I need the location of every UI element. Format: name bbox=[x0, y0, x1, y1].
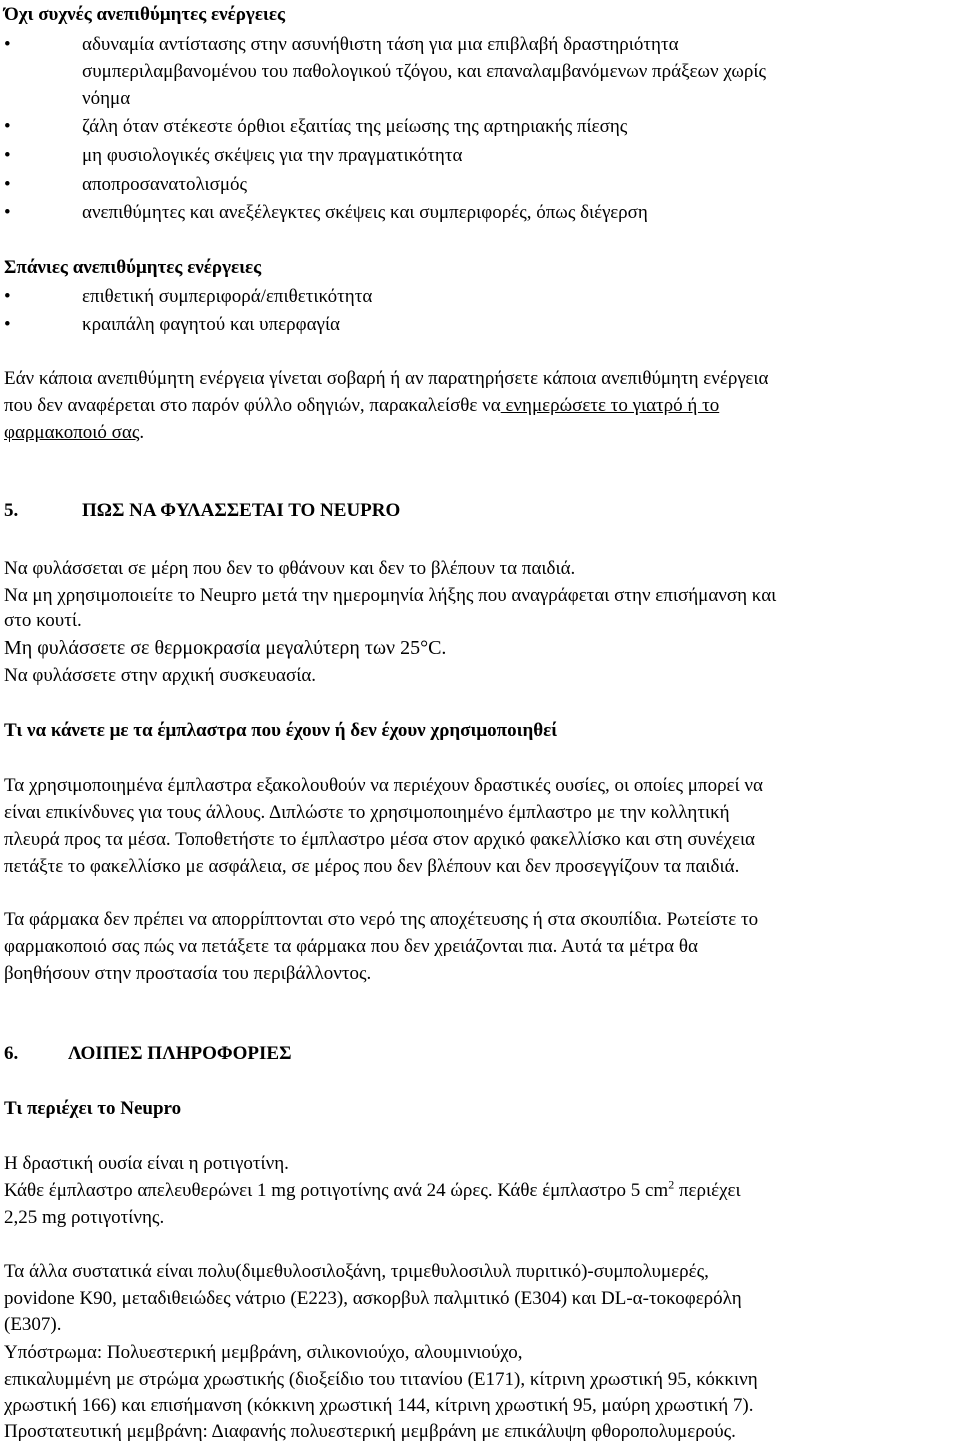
storage-text: στο κουτί. bbox=[4, 610, 82, 631]
report-text-line3 bbox=[4, 421, 144, 445]
section-5-title: ΠΩΣ ΝΑ ΦΥΛΑΣΣΕΤΑΙ ΤΟ NEUPRO bbox=[82, 500, 401, 521]
excipients-text: povidone K90, μεταδιθειώδες νάτριο (E223), ασκορβυλ παλμιτικό (E304) και DL-α-τοκοφερόλη bbox=[4, 1288, 742, 1309]
superscript-2: 2 bbox=[668, 1177, 675, 1192]
pharmacist-link[interactable]: φαρμακοποιό σας bbox=[4, 422, 140, 443]
excipients-text: (E307). bbox=[4, 1314, 62, 1335]
disposal-text: πετάξτε το φακελλίσκο με ασφάλεια, σε μέρος που δεν βλέπουν και δεν προσεγγίζουν τα παιδιά. bbox=[4, 856, 740, 877]
active-substance-text: Η δραστική ουσία είναι η ροτιγοτίνη. bbox=[4, 1153, 289, 1174]
section-6-title: ΛΟΙΠΕΣ ΠΛΗΡΟΦΟΡΙΕΣ bbox=[68, 1043, 292, 1064]
dose-text-b: περιέχει bbox=[674, 1180, 741, 1201]
list-item: κραιπάλη φαγητού και υπερφαγία bbox=[82, 314, 341, 335]
heading-rare-side-effects: Σπάνιες ανεπιθύμητες ενέργειες bbox=[4, 257, 262, 278]
list-item-continuation: συμπεριλαμβανομένου του παθολογικού τζόγου, και επαναλαμβανόμενων πράξεων χωρίς bbox=[82, 61, 766, 82]
dose-text-a: Κάθε έμπλαστρο απελευθερώνει 1 mg ροτιγοτίνης ανά 24 ώρες. Κάθε έμπλαστρο 5 cm bbox=[4, 1180, 669, 1201]
bullet-icon: • bbox=[4, 286, 11, 307]
bullet-icon: • bbox=[4, 145, 11, 166]
contents-subheading: Τι περιέχει το Neupro bbox=[4, 1098, 182, 1119]
storage-temperature-text: Μη φυλάσσετε σε θερμοκρασία μεγαλύτερη των 25°C. bbox=[4, 637, 447, 659]
list-item: ανεπιθύμητες και ανεξέλεγκτες σκέψεις και συμπεριφορές, όπως διέγερση bbox=[82, 202, 648, 223]
storage-text: Να φυλάσσετε στην αρχική συσκευασία. bbox=[4, 665, 317, 686]
heading-uncommon-side-effects: Όχι συχνές ανεπιθύμητες ενέργειες bbox=[4, 4, 285, 25]
report-text: Εάν κάποια ανεπιθύμητη ενέργεια γίνεται σοβαρή ή αν παρατηρήσετε κάποια ανεπιθύμητη ενέργεια bbox=[4, 368, 769, 389]
report-text-plain: που δεν αναφέρεται στο παρόν φύλλο οδηγιών, παρακαλείσθε να bbox=[4, 395, 501, 416]
list-item: αποπροσανατολισμός bbox=[82, 174, 248, 195]
list-item: επιθετική συμπεριφορά/επιθετικότητα bbox=[82, 286, 373, 307]
disposal-text: Τα χρησιμοποιημένα έμπλαστρα εξακολουθούν να περιέχουν δραστικές ουσίες, οι οποίες μπορεί να bbox=[4, 775, 763, 796]
report-text-line2 bbox=[4, 394, 719, 418]
disposal-text: είναι επικίνδυνες για τους άλλους. Διπλώστε το χρησιμοποιημένο έμπλαστρο με την κολλητική bbox=[4, 802, 730, 823]
dose-text bbox=[4, 1179, 741, 1203]
section-5-number: 5. bbox=[4, 500, 19, 521]
list-item: ζάλη όταν στέκεστε όρθιοι εξαιτίας της μείωσης της αρτηριακής πίεσης bbox=[82, 116, 628, 137]
bullet-icon: • bbox=[4, 202, 11, 223]
storage-text: Να μη χρησιμοποιείτε το Neupro μετά την ημερομηνία λήξης που αναγράφεται στην επισήμανση και bbox=[4, 585, 777, 606]
section-6-number: 6. bbox=[4, 1043, 19, 1064]
inform-doctor-link[interactable]: ενημερώσετε το γιατρό ή το bbox=[500, 395, 720, 416]
bullet-icon: • bbox=[4, 174, 11, 195]
environment-text: φαρμακοποιό σας πώς να πετάξετε τα φάρμακα που δεν χρειάζονται πια. Αυτά τα μέτρα θα bbox=[4, 936, 698, 957]
backing-text: Υπόστρωμα: Πολυεστερική μεμβράνη, σιλικονιούχο, αλουμινιούχο, bbox=[4, 1342, 523, 1363]
disposal-text: πλευρά προς τα μέσα. Τοποθετήστε το έμπλαστρο μέσα στον αρχικό φακελλίσκο και στη συνέχεια bbox=[4, 829, 756, 850]
protective-film-text: Προστατευτική μεμβράνη: Διαφανής πολυεστερική μεμβράνη με επικάλυψη φθοροπολυμερούς. bbox=[4, 1421, 736, 1442]
excipients-text: Τα άλλα συστατικά είναι πολυ(διμεθυλοσιλοξάνη, τριμεθυλοσιλυλ πυριτικό)-συμπολυμερές, bbox=[4, 1261, 709, 1282]
backing-text: χρωστική 166) και επισήμανση (κόκκινη χρωστική 144, κίτρινη χρωστική 95, μαύρη χρωστική 7). bbox=[4, 1395, 754, 1416]
backing-text: επικαλυμμένη με στρώμα χρωστικής (διοξείδιο του τιτανίου (E171), κίτρινη χρωστική 95, κόκκινη bbox=[4, 1369, 758, 1390]
dose-text: 2,25 mg ροτιγοτίνης. bbox=[4, 1207, 165, 1228]
bullet-icon: • bbox=[4, 314, 11, 335]
environment-text: Τα φάρμακα δεν πρέπει να απορρίπτονται στο νερό της αποχέτευσης ή στα σκουπίδια. Ρωτείστε το bbox=[4, 909, 759, 930]
list-item: μη φυσιολογικές σκέψεις για την πραγματικότητα bbox=[82, 145, 463, 166]
disposal-subheading: Τι να κάνετε με τα έμπλαστρα που έχουν ή δεν έχουν χρησιμοποιηθεί bbox=[4, 720, 558, 741]
list-item: αδυναμία αντίστασης στην ασυνήθιστη τάση για μια επιβλαβή δραστηριότητα bbox=[82, 34, 679, 55]
list-item-continuation: νόημα bbox=[82, 88, 131, 109]
bullet-icon: • bbox=[4, 34, 11, 55]
environment-text: βοηθήσουν στην προστασία του περιβάλλοντος. bbox=[4, 963, 372, 984]
bullet-icon: • bbox=[4, 116, 11, 137]
report-text-end: . bbox=[139, 422, 145, 443]
storage-text: Να φυλάσσεται σε μέρη που δεν το φθάνουν και δεν το βλέπουν τα παιδιά. bbox=[4, 558, 576, 579]
